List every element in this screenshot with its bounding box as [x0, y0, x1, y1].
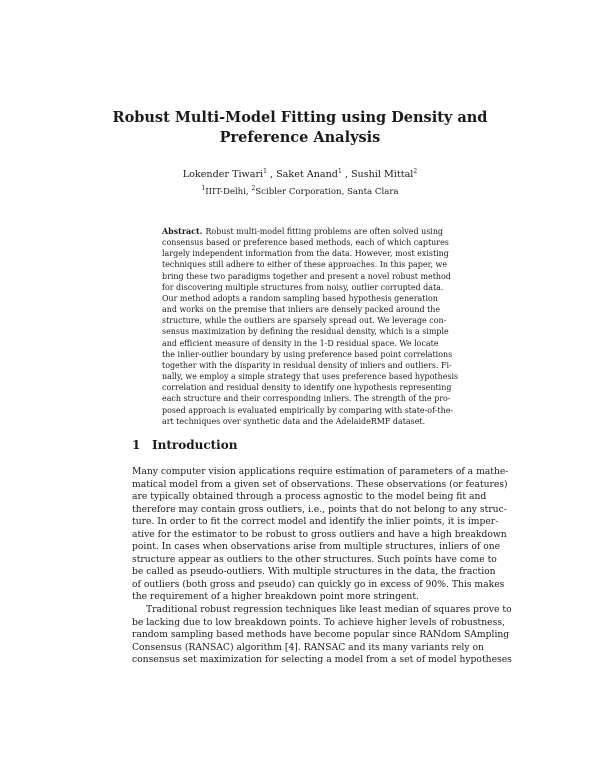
body-line: Many computer vision applications require estimation of parameters of a mathe-	[132, 466, 509, 477]
body-line: matical model from a given set of observations. These observations (or features)	[132, 478, 508, 490]
section-title: Introduction	[152, 438, 238, 452]
body-line: therefore may contain gross outliers, i.e., points that do not belong to any struc-	[132, 503, 507, 515]
abstract-line: Abstract. Robust multi-model fitting problems are often solved using	[162, 227, 444, 236]
abstract-label: Abstract.	[162, 227, 203, 236]
title-line-1: Robust Multi-Model Fitting using Density and	[112, 109, 488, 126]
author-affil-mark: 1	[263, 168, 267, 175]
abstract-line: each structure and their corresponding inliers. The strength of the pro-	[162, 394, 451, 404]
abstract-line: for discovering multiple structures from noisy, outlier corrupted data.	[162, 282, 444, 292]
abstract-line: together with the disparity in residual density of inliers and outliers. Fi-	[162, 360, 452, 370]
author-name: Sushil Mittal	[350, 169, 414, 180]
abstract-line: largely independent information from the data. However, most existing	[162, 249, 449, 259]
affiliation-mark: 2	[251, 185, 256, 192]
affiliation-2: Scibler Corporation, Santa Clara	[255, 187, 399, 197]
body-line: ture. In order to fit the correct model and identify the inlier points, it is imper-	[132, 516, 499, 528]
body-line: be called as pseudo-outliers. With multiple structures in the data, the fraction	[132, 566, 496, 578]
body-line: structure appear as outliers to the other structures. Such points have come to	[132, 553, 497, 565]
paper-title	[100, 108, 500, 148]
abstract-line: art techniques over synthetic data and the AdelaideRMF dataset.	[162, 416, 426, 426]
body-line: random sampling based methods have become popular since RANdom SAmpling	[132, 629, 510, 641]
body-line: the requirement of a higher breakdown point more stringent.	[132, 591, 419, 603]
abstract-line: sensus maximization by defining the residual density, which is a simple	[162, 327, 449, 337]
body-line: ative for the estimator to be robust to gross outliers and have a high breakdown	[132, 528, 507, 540]
body-line: be lacking due to low breakdown points. To achieve higher levels of robustness,	[132, 616, 505, 628]
body-line: Traditional robust regression techniques like least median of squares prove to	[146, 604, 512, 616]
abstract-line: structure, while the outliers are sparsely spread out. We leverage con-	[162, 316, 447, 326]
abstract-line: Our method adopts a random sampling based hypothesis generation	[162, 293, 438, 303]
abstract	[162, 226, 459, 427]
body-line: Consensus (RANSAC) algorithm [4]. RANSAC and its many variants rely on	[132, 641, 484, 653]
body-text	[132, 466, 512, 667]
body-line: consensus set maximization for selecting a model from a set of model hypotheses	[132, 654, 512, 666]
author-name: Lokender Tiwari	[182, 169, 264, 180]
body-line: are typically obtained through a process agnostic to the model being fit and	[132, 491, 487, 503]
body-line: of outliers (both gross and pseudo) can quickly go in excess of 90%. This makes	[132, 578, 505, 590]
abstract-line: bring these two paradigms together and present a novel robust method	[162, 271, 451, 281]
author-affil-mark: 1	[337, 168, 342, 175]
author-list: Lokender Tiwari$^1$ , Saket Anand$^1$ , Sushil Mittal$^2$	[182, 168, 418, 180]
abstract-line: and efficient measure of density in the 1-D residual space. We locate	[162, 338, 439, 348]
abstract-line: nally, we employ a simple strategy that uses preference based hypothesis	[162, 372, 459, 382]
author-name: Saket Anand	[276, 169, 338, 180]
affiliation-1: IIIT-Delhi,	[205, 187, 249, 197]
affiliation-mark: 1	[201, 185, 206, 192]
abstract-line: techniques still adhere to either of these approaches. In this paper, we	[162, 260, 448, 270]
affiliations	[100, 186, 500, 198]
title-line-2: Preference Analysis	[219, 129, 381, 146]
abstract-line: consensus based or preference based methods, each of which captures	[162, 238, 449, 248]
abstract-line: the inlier-outlier boundary by using preference based point correlations	[162, 349, 453, 359]
section-heading	[132, 438, 237, 452]
abstract-line: posed approach is evaluated empirically by comparing with state-of-the-	[162, 405, 454, 415]
section-number: 1	[132, 438, 141, 452]
body-line: point. In cases when observations arise from multiple structures, inliers of one	[132, 541, 501, 553]
abstract-line: correlation and residual density to identify one hypothesis representing	[162, 383, 452, 393]
author-affil-mark: 2	[413, 168, 418, 175]
abstract-line: and works on the premise that inliers are densely packed around the	[162, 305, 441, 315]
